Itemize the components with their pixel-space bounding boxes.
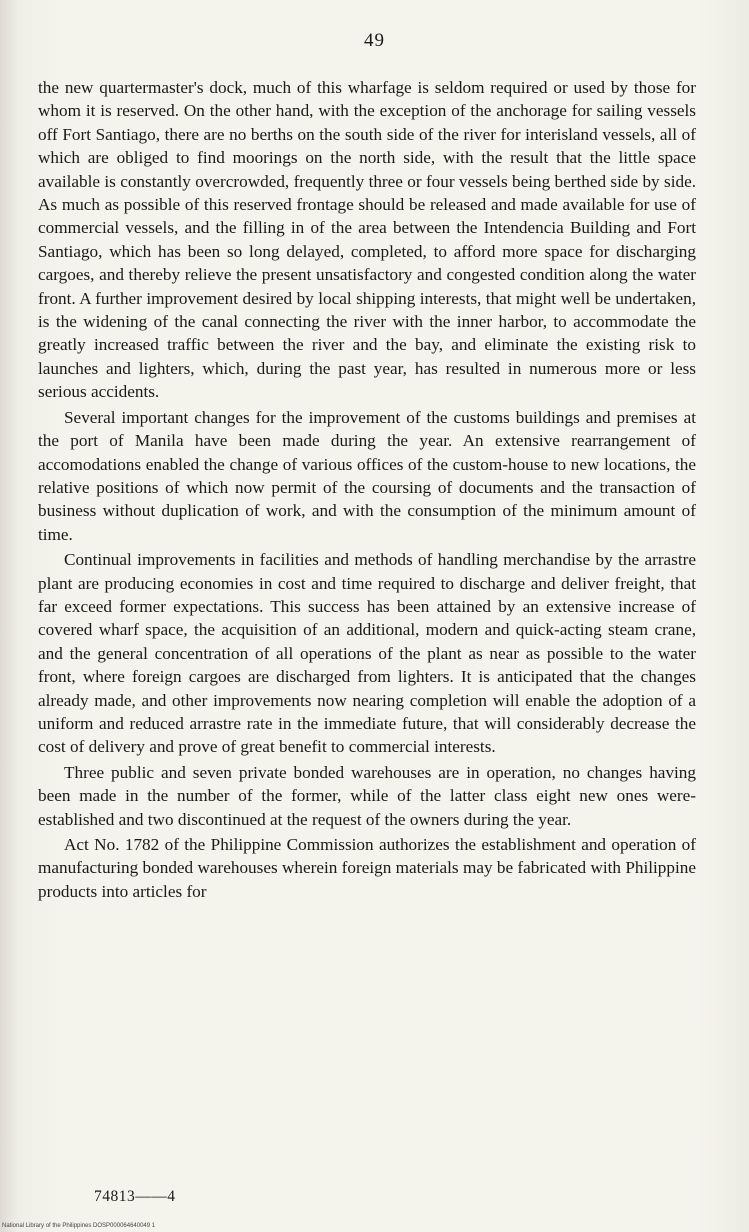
paragraph-5: Act No. 1782 of the Philippine Commission authorizes the establishment and operation of manufacturing bonded warehouses wherein foreign materials may be fabricated with Philippine products into articles for xyxy=(38,835,696,901)
paragraph-1: the new quartermaster's dock, much of this wharfage is seldom required or used by those for whom it is reserved. On the other hand, with the exception of the anchorage for sailing vessels off Fort Santiago, there are no berths on the south side of the river for interisland vessels, all of which are obliged to find moorings on the north side, with the result that the little space available is constantly overcrowded, frequently three or four vessels being berthed side by side. As much as possible of this reserved frontage should be released and made available for use of commercial vessels, and the filling in of the area between the Intendencia Building and Fort Santiago, which has been so long delayed, completed, to afford more space for discharging cargoes, and thereby relieve the present unsatisfactory and congested condition along the water front. A further improvement desired by local shipping interests, that might well be undertaken, is the widening of the canal connecting the river with the inner harbor, to accommodate the greatly increased traffic between the river and the bay, and eliminate the existing risk to launches and lighters, which, during the past year, has resulted in numerous more or less serious accidents. xyxy=(38,78,696,402)
paragraph-2: Several important changes for the improvement of the customs buildings and premises at the port of Manila have been made during the year. An extensive rearrangement of accomodations enabled the change of various offices of the custom-house to new locations, the relative positions of which now permit of the coursing of documents and the transaction of business without duplication of work, and with the consumption of the minimum amount of time. xyxy=(38,407,696,544)
body-text xyxy=(38,76,696,905)
library-watermark: National Library of the Philippines DOSP000064640049 1 xyxy=(2,1223,156,1229)
paragraph-4: Three public and seven private bonded warehouses are in operation, no changes having been made in the number of the former, while of the latter class eight new ones were-established and two discontinued at the request of the owners during the year. xyxy=(38,762,696,829)
paragraph-3: Continual improvements in facilities and methods of handling merchandise by the arrastre plant are producing economies in cost and time required to discharge and deliver freight, that far exceed former expectations. This success has been attained by an extensive increase of covered wharf space, the acquisition of an additional, modern and quick-acting steam crane, and the general concentration of all operations of the plant as near as possible to the water front, where foreign cargoes are discharged from lighters. It is anticipated that the changes already made, and other improvements now nearing completion will enable the adoption of a uniform and reduced arrastre rate in the immediate future, that will considerably decrease the cost of delivery and prove of great benefit to commercial interests. xyxy=(38,550,696,757)
page-number: 49 xyxy=(364,30,385,51)
signature-mark: 74813——4 xyxy=(94,1188,176,1205)
